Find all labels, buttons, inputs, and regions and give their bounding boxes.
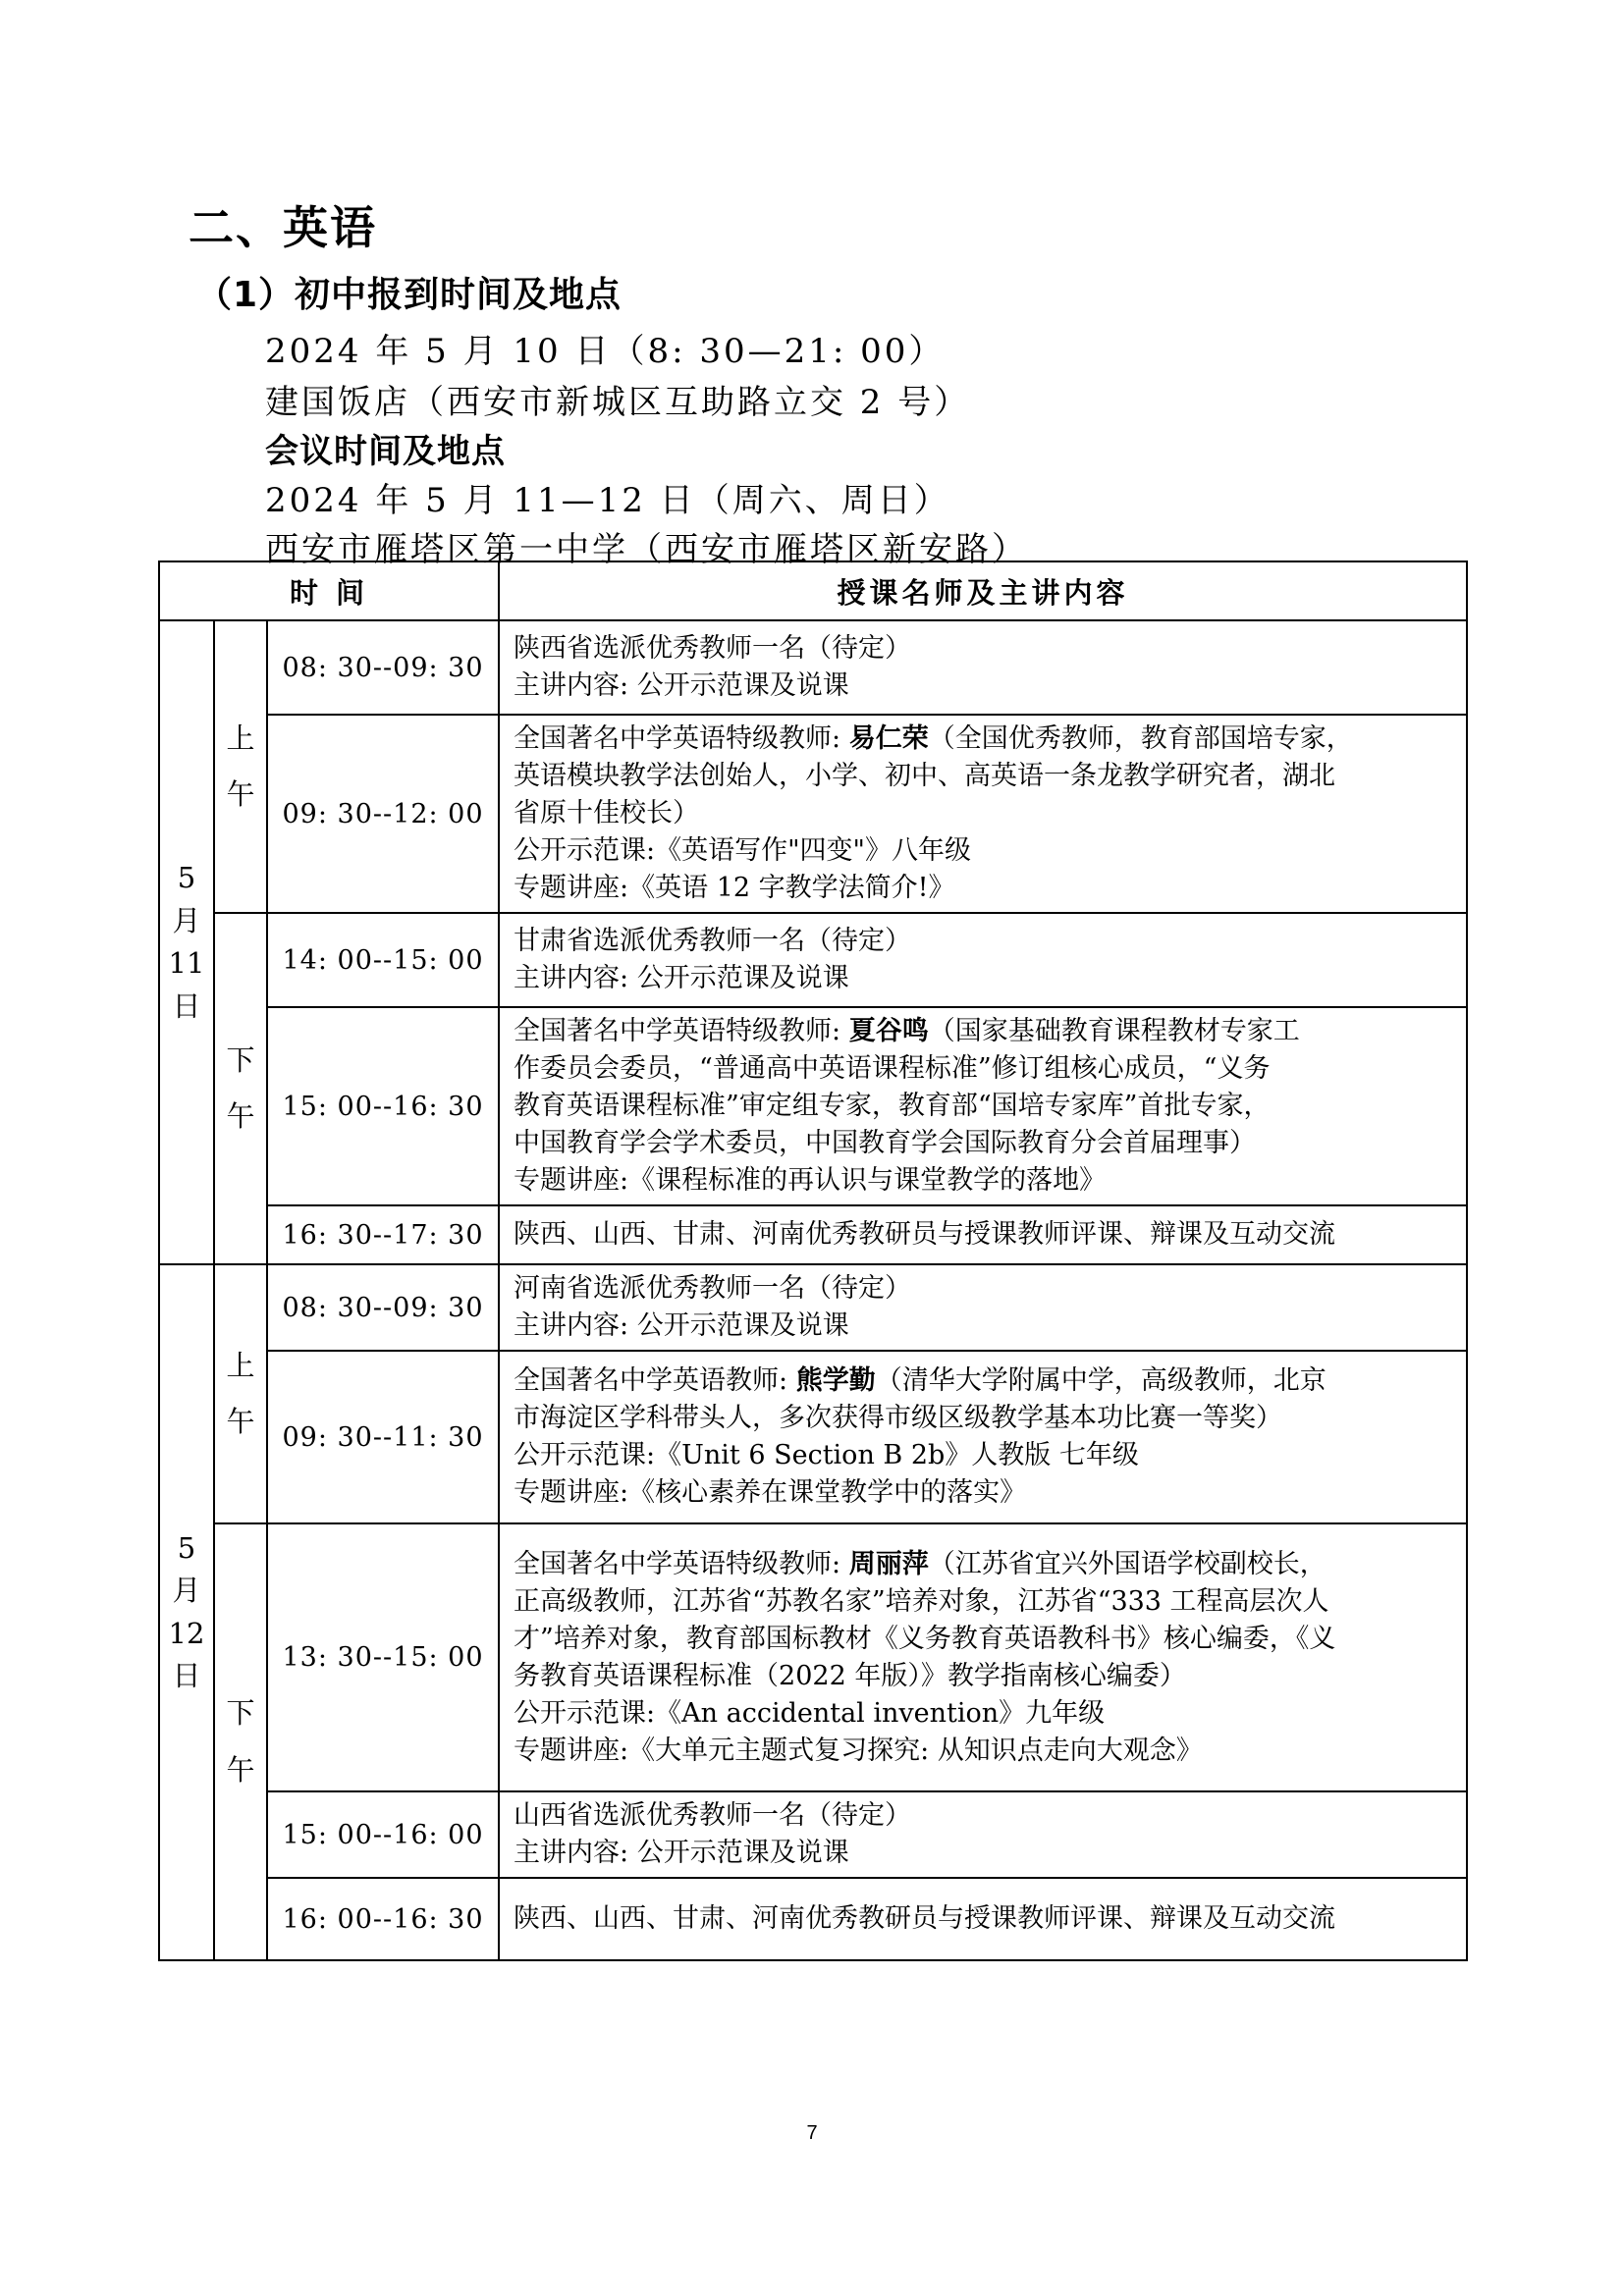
meeting-place: 西安市雁塔区第一中学（西安市雁塔区新安路） bbox=[265, 530, 1028, 569]
content-cell bbox=[499, 620, 1467, 715]
content-line: 市海淀区学科带头人，多次获得市级区级教学基本功比赛一等奖） bbox=[514, 1403, 1283, 1433]
report-place: 建国饭店（西安市新城区互助路立交 2 号） bbox=[265, 383, 971, 422]
meeting-date: 2024 年 5 月 11—12 日（周六、周日） bbox=[265, 481, 950, 520]
content-line: 专题讲座:《核心素养在课堂教学中的落实》 bbox=[514, 1477, 1027, 1508]
time-cell: 13: 30--15: 00 bbox=[267, 1523, 499, 1791]
time-cell: 08: 30--09: 30 bbox=[267, 1264, 499, 1351]
page-number: 7 bbox=[806, 2122, 818, 2144]
content-line: 主讲内容: 公开示范课及说课 bbox=[514, 1310, 849, 1341]
content-cell bbox=[499, 1205, 1467, 1264]
content-line: 陕西省选派优秀教师一名（待定） bbox=[514, 633, 912, 664]
time-cell: 15: 00--16: 00 bbox=[267, 1791, 499, 1878]
content-line: 正高级教师，江苏省“苏教名家”培养对象，江苏省“333 工程高层次人 bbox=[514, 1585, 1329, 1617]
content-line: 务教育英语课程标准（2022 年版）》教学指南核心编委） bbox=[514, 1660, 1186, 1691]
period-afternoon: 下 午 bbox=[214, 1523, 267, 1960]
time-cell: 14: 00--15: 00 bbox=[267, 913, 499, 1007]
table-row bbox=[159, 1264, 1467, 1351]
teacher-intro-line: 全国著名中学英语特级教师: 周丽萍（江苏省宜兴外国语学校副校长， bbox=[514, 1548, 1326, 1579]
content-cell bbox=[499, 1007, 1467, 1205]
table-row bbox=[159, 1205, 1467, 1264]
date-label: 5 月 11 日 bbox=[168, 861, 205, 1023]
content-line: 主讲内容: 公开示范课及说课 bbox=[514, 670, 849, 701]
content-line: 专题讲座:《英语 12 字教学法简介!》 bbox=[514, 873, 955, 903]
content-line: 公开示范课:《英语写作"四变"》八年级 bbox=[514, 835, 971, 866]
teacher-intro-line: 全国著名中学英语特级教师: 夏谷鸣（国家基础教育课程教材专家工 bbox=[514, 1016, 1300, 1046]
content-line: 才”培养对象，教育部国标教材《义务教育英语教科书》核心编委，《义 bbox=[514, 1623, 1336, 1654]
period-afternoon: 下 午 bbox=[214, 913, 267, 1264]
teacher-intro-line: 全国著名中学英语教师: 熊学勤（清华大学附属中学，高级教师，北京 bbox=[514, 1365, 1326, 1396]
date-cell-may-11 bbox=[159, 620, 214, 1264]
table-row bbox=[159, 1878, 1467, 1960]
period-morning: 上 午 bbox=[214, 620, 267, 913]
content-line: 作委员会委员，“普通高中英语课程标准”修订组核心成员，“义务 bbox=[514, 1053, 1271, 1084]
content-line: 河南省选派优秀教师一名（待定） bbox=[514, 1273, 912, 1304]
period-morning: 上 午 bbox=[214, 1264, 267, 1523]
table-row bbox=[159, 715, 1467, 913]
date-cell-may-12 bbox=[159, 1264, 214, 1960]
table-row bbox=[159, 1007, 1467, 1205]
time-cell: 08: 30--09: 30 bbox=[267, 620, 499, 715]
time-cell: 09: 30--11: 30 bbox=[267, 1351, 499, 1523]
content-line: 山西省选派优秀教师一名（待定） bbox=[514, 1800, 912, 1831]
content-line: 陕西、山西、甘肃、河南优秀教研员与授课教师评课、辩课及互动交流 bbox=[514, 1903, 1336, 1934]
content-cell bbox=[499, 1791, 1467, 1878]
time-cell: 09: 30--12: 00 bbox=[267, 715, 499, 913]
content-line: 陕西、山西、甘肃、河南优秀教研员与授课教师评课、辩课及互动交流 bbox=[514, 1219, 1336, 1250]
teacher-name: 易仁荣 bbox=[848, 723, 929, 754]
time-cell: 15: 00--16: 30 bbox=[267, 1007, 499, 1205]
content-cell bbox=[499, 715, 1467, 913]
content-line: 主讲内容: 公开示范课及说课 bbox=[514, 963, 849, 993]
meeting-heading: 会议时间及地点 bbox=[265, 432, 506, 471]
table-row bbox=[159, 913, 1467, 1007]
header-content: 授课名师及主讲内容 bbox=[499, 561, 1467, 620]
content-line: 专题讲座:《课程标准的再认识与课堂教学的落地》 bbox=[514, 1165, 1107, 1196]
schedule-table bbox=[158, 561, 1468, 1961]
teacher-name: 熊学勤 bbox=[795, 1365, 876, 1396]
content-line: 中国教育学会学术委员，中国教育学会国际教育分会首届理事） bbox=[514, 1128, 1257, 1158]
content-line: 甘肃省选派优秀教师一名（待定） bbox=[514, 926, 912, 956]
content-line: 公开示范课:《An accidental invention》九年级 bbox=[514, 1697, 1106, 1729]
teacher-name: 夏谷鸣 bbox=[848, 1016, 929, 1046]
teacher-intro-line: 全国著名中学英语特级教师: 易仁荣（全国优秀教师，教育部国培专家， bbox=[514, 723, 1353, 754]
time-cell: 16: 30--17: 30 bbox=[267, 1205, 499, 1264]
date-label: 5 月 12 日 bbox=[168, 1530, 205, 1692]
table-row bbox=[159, 1523, 1467, 1791]
content-cell bbox=[499, 1351, 1467, 1523]
table-row bbox=[159, 1791, 1467, 1878]
content-line: 公开示范课:《Unit 6 Section B 2b》人教版 七年级 bbox=[514, 1440, 1139, 1470]
time-cell: 16: 00--16: 30 bbox=[267, 1878, 499, 1960]
content-line: 省原十佳校长） bbox=[514, 798, 700, 828]
teacher-name: 周丽萍 bbox=[848, 1548, 929, 1579]
table-row bbox=[159, 1351, 1467, 1523]
content-cell bbox=[499, 1523, 1467, 1791]
content-line: 教育英语课程标准”审定组专家，教育部“国培专家库”首批专家， bbox=[514, 1091, 1271, 1121]
content-cell bbox=[499, 913, 1467, 1007]
table-row bbox=[159, 620, 1467, 715]
content-line: 英语模块教学法创始人，小学、初中、高英语一条龙教学研究者，湖北 bbox=[514, 761, 1336, 791]
report-date: 2024 年 5 月 10 日（8: 30—21: 00） bbox=[265, 332, 946, 371]
content-cell bbox=[499, 1878, 1467, 1960]
content-cell bbox=[499, 1264, 1467, 1351]
header-time: 时 间 bbox=[159, 561, 499, 620]
table-header-row bbox=[159, 561, 1467, 620]
subsection-title: （1）初中报到时间及地点 bbox=[196, 275, 623, 315]
content-line: 专题讲座:《大单元主题式复习探究: 从知识点走向大观念》 bbox=[514, 1735, 1203, 1766]
section-title: 二、英语 bbox=[189, 201, 377, 254]
content-line: 主讲内容: 公开示范课及说课 bbox=[514, 1838, 849, 1868]
